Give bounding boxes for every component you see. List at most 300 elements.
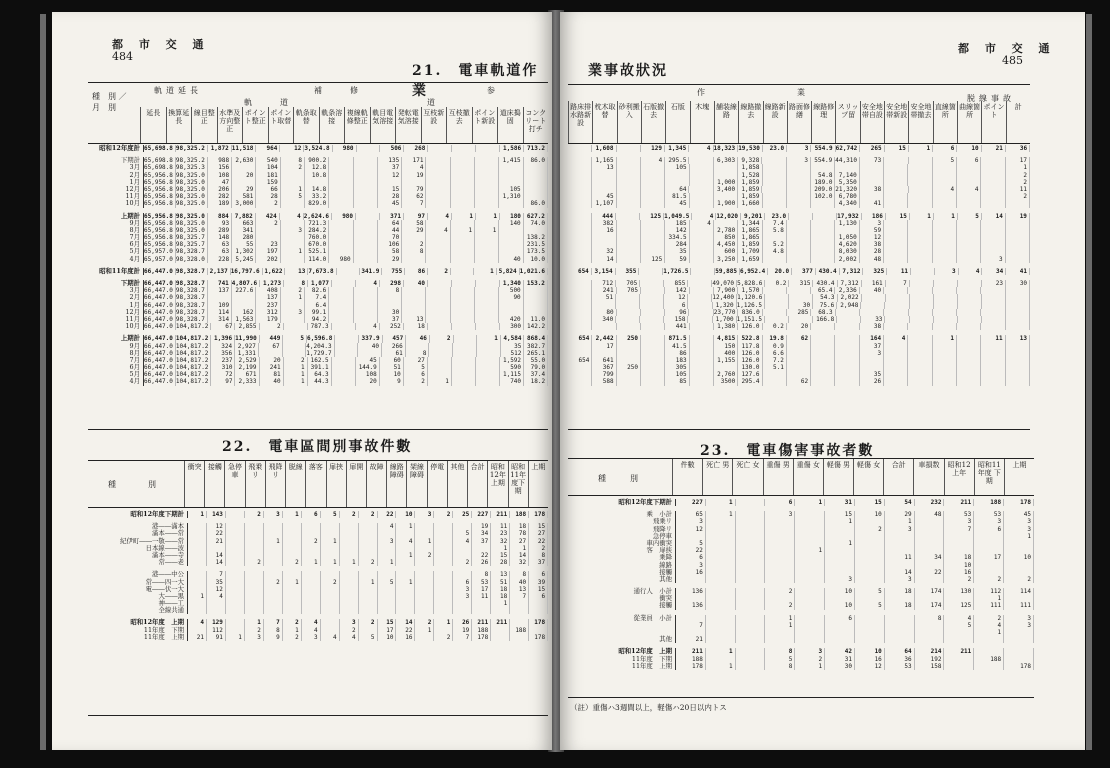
table-cell <box>510 634 529 641</box>
table-cell <box>884 172 908 179</box>
table-cell <box>714 220 738 227</box>
row-label: 通行人 小計 <box>568 588 676 595</box>
table-cell <box>426 316 450 323</box>
table-cell: 65,956.8 <box>144 241 176 248</box>
table-cell <box>641 378 665 385</box>
table-cell <box>1004 562 1034 569</box>
row-label: 日本線――波 <box>88 545 188 552</box>
table-cell <box>706 569 736 576</box>
table-cell <box>378 600 397 607</box>
table-cell <box>451 200 475 207</box>
column-header: 水準及方向整正 <box>217 107 243 143</box>
row-label: 9月 <box>88 220 144 227</box>
table-cell <box>302 545 321 552</box>
table-cell: 1 <box>476 213 500 220</box>
table-cell <box>207 607 226 614</box>
table-cell <box>568 256 592 263</box>
table-cell <box>453 552 472 559</box>
table-cell: 75.6 <box>813 302 837 309</box>
table-cell: 21 <box>207 538 226 545</box>
table-cell <box>714 172 738 179</box>
table-cell <box>245 579 264 586</box>
table-cell: 45 <box>665 200 689 207</box>
table-cell: 15 <box>529 586 548 593</box>
table-cell <box>354 234 378 241</box>
table-cell: 755 <box>382 268 405 275</box>
table-cell <box>434 523 453 530</box>
table-cell <box>453 545 472 552</box>
table-cell: 65,698.8 <box>144 157 176 164</box>
table-cell <box>908 371 932 378</box>
table-cell <box>934 294 958 301</box>
table-cell: 2 <box>765 588 795 595</box>
table-cell <box>835 335 859 342</box>
table-row <box>568 511 1034 518</box>
table-cell <box>825 533 855 540</box>
table-cell <box>1006 241 1030 248</box>
table-row <box>88 234 548 241</box>
table-cell <box>944 595 974 602</box>
table-cell: 1,120.6 <box>737 294 765 301</box>
table-cell <box>981 157 1005 164</box>
table-row <box>568 615 1034 622</box>
table-row <box>88 200 548 207</box>
row-label: 昭和12年度下期計 <box>568 499 676 506</box>
column-header: 脱線 <box>285 461 305 507</box>
table-cell <box>884 323 908 330</box>
table-cell: 12,020 <box>716 213 741 220</box>
band-road: 道 <box>427 98 439 107</box>
table-cell <box>568 287 592 294</box>
table-cell: 237 <box>256 302 280 309</box>
table-cell <box>689 309 713 316</box>
table-cell <box>428 364 452 371</box>
table-cell: 23.0 <box>765 213 789 220</box>
table-cell <box>451 287 475 294</box>
table-cell <box>499 164 523 171</box>
table-cell <box>1006 200 1030 207</box>
table-cell: 512 <box>501 350 525 357</box>
table-cell <box>795 602 825 609</box>
table-cell: 3 <box>245 634 264 641</box>
table-cell <box>706 615 736 622</box>
table-cell: 65,698.8 <box>144 145 176 152</box>
table-cell: 2 <box>974 576 1004 583</box>
table-cell <box>981 378 1005 385</box>
table-cell <box>245 607 264 614</box>
table-cell <box>402 256 426 263</box>
table-cell: 93 <box>208 220 232 227</box>
table-cell: 3 <box>453 586 472 593</box>
table-cell: 99.1 <box>305 309 329 316</box>
table-cell: 14 <box>885 569 915 576</box>
table-cell <box>974 636 1004 643</box>
table-cell <box>340 538 359 545</box>
table-cell: 241 <box>260 364 284 371</box>
table-cell <box>499 248 523 255</box>
table-cell: 581 <box>232 193 256 200</box>
table-cell: 1,709 <box>738 248 762 255</box>
table-cell: 35 <box>860 371 884 378</box>
table-cell <box>451 179 475 186</box>
table-cell <box>226 552 245 559</box>
table-cell <box>884 193 908 200</box>
table-cell: 36 <box>1006 145 1030 152</box>
column-header: 其他 <box>447 461 467 507</box>
row-label: 3月 <box>88 287 144 294</box>
table-cell <box>329 234 353 241</box>
table-cell <box>787 172 811 179</box>
table-cell: 4 <box>402 164 426 171</box>
table-cell: 2,022 <box>838 294 862 301</box>
table-cell <box>811 350 835 357</box>
table-cell <box>428 145 452 152</box>
table-cell: 4 <box>188 619 207 626</box>
table-cell: 4,584 <box>501 335 525 342</box>
table-cell: 1,126.5 <box>737 302 765 309</box>
table-row <box>88 586 548 593</box>
table-row <box>88 241 548 248</box>
table-cell <box>689 186 713 193</box>
table-cell: 65,956.8 <box>144 200 176 207</box>
table-cell: 2 <box>321 579 340 586</box>
table-cell <box>475 302 499 309</box>
table-cell <box>329 220 353 227</box>
table-cell: 5.1 <box>763 364 787 371</box>
table-cell: 209.0 <box>811 186 835 193</box>
table-cell: 44.3 <box>308 378 332 385</box>
table-cell <box>884 241 908 248</box>
table-cell: 8 <box>264 627 283 634</box>
table-cell <box>676 595 706 602</box>
table-cell <box>499 302 523 309</box>
column-header: 計 <box>1006 101 1030 143</box>
table-cell: 37.4 <box>524 371 548 378</box>
table-cell: 7,900 <box>714 287 738 294</box>
table-cell <box>885 316 909 323</box>
table-cell <box>354 316 378 323</box>
table-cell <box>510 607 529 614</box>
table-cell <box>690 256 714 263</box>
table-cell: 2,624.6 <box>304 213 332 220</box>
table-cell <box>1004 656 1034 663</box>
table-cell <box>909 157 933 164</box>
column-header: 上期 <box>1004 459 1034 495</box>
table-cell <box>188 559 207 566</box>
table-row <box>88 302 548 309</box>
table-cell <box>981 287 1005 294</box>
table-cell: 1 <box>1006 164 1030 171</box>
table-cell <box>321 619 340 626</box>
table-cell <box>302 571 321 578</box>
table-cell: 13 <box>592 164 616 171</box>
table-cell: 108 <box>208 172 232 179</box>
table-cell <box>434 545 453 552</box>
table-cell <box>787 164 811 171</box>
table-cell: 54.3 <box>813 294 837 301</box>
table-cell: 114.0 <box>305 256 329 263</box>
table-cell: 1 <box>706 663 736 670</box>
table-cell <box>226 530 245 537</box>
table23-body <box>568 499 1034 670</box>
table-cell <box>691 268 715 275</box>
table-cell: 58 <box>402 220 426 227</box>
table-cell <box>860 309 884 316</box>
table-cell: 66,447.0 <box>144 335 176 342</box>
table-cell <box>226 593 245 600</box>
table-cell: 16 <box>855 656 885 663</box>
table-cell <box>855 562 885 569</box>
table-cell: 54.8 <box>811 172 835 179</box>
table-cell <box>885 595 915 602</box>
table-cell: 98,328.7 <box>176 248 208 255</box>
table-cell: 9 <box>380 378 404 385</box>
table-cell: 65,956.8 <box>144 220 176 227</box>
table-cell: 28 <box>256 193 280 200</box>
table-cell: 19 <box>472 523 491 530</box>
table-cell <box>811 256 835 263</box>
table-cell <box>908 172 932 179</box>
table-cell: 252 <box>380 323 404 330</box>
column-header: 延長 <box>140 107 166 143</box>
table-cell <box>356 213 380 220</box>
table-cell: 19 <box>1006 213 1030 220</box>
table-cell <box>860 364 884 371</box>
table-cell <box>475 248 499 255</box>
table-cell: 3 <box>453 593 472 600</box>
table-cell <box>1006 309 1030 316</box>
table-cell <box>321 545 340 552</box>
column-header: 枕木取替 <box>592 101 616 143</box>
table-cell: 1 <box>706 499 736 506</box>
table-cell <box>415 586 434 593</box>
table-cell: 108 <box>356 371 380 378</box>
table-cell <box>226 545 245 552</box>
table-cell <box>453 607 472 614</box>
table-cell <box>617 241 641 248</box>
table-cell: 2 <box>1006 179 1030 186</box>
table-row <box>568 302 1030 309</box>
table-cell: 185 <box>665 220 689 227</box>
table-cell: 5 <box>404 364 428 371</box>
table-cell: 6 <box>825 615 855 622</box>
table-cell <box>795 562 825 569</box>
table-cell <box>499 179 523 186</box>
table-cell <box>885 547 915 554</box>
table-cell: 5.2 <box>763 241 787 248</box>
table-cell: 5 <box>944 622 974 629</box>
table-cell <box>329 241 353 248</box>
table-cell <box>981 364 1005 371</box>
table-cell <box>957 193 981 200</box>
table-cell <box>855 576 885 583</box>
table-cell <box>451 157 475 164</box>
column-header: 互枝新設 <box>421 107 447 143</box>
row-label: 6月 <box>88 364 144 371</box>
table-row <box>568 220 1030 227</box>
table-cell <box>475 164 499 171</box>
table-cell: 4 <box>944 615 974 622</box>
table-cell <box>736 576 766 583</box>
table-row <box>88 378 548 385</box>
table-cell <box>592 241 616 248</box>
table-corner: 種 別 <box>108 480 156 489</box>
table-cell: 102.0 <box>811 193 835 200</box>
table-cell: 65 <box>676 511 706 518</box>
table-cell: 4 <box>356 323 380 330</box>
table-cell <box>763 378 787 385</box>
table-cell <box>354 294 378 301</box>
table-cell: 58 <box>378 248 402 255</box>
table-cell <box>641 220 665 227</box>
table-cell: 15 <box>886 213 910 220</box>
table-cell: 64 <box>885 648 915 655</box>
table-cell: 3 <box>281 309 305 316</box>
table-cell <box>885 629 915 636</box>
table-cell: 1 <box>491 600 510 607</box>
table-cell <box>321 627 340 634</box>
table-cell: 80 <box>592 309 616 316</box>
table-cell: 136 <box>676 588 706 595</box>
table-cell: 855 <box>664 280 688 287</box>
table-cell: 29 <box>378 256 402 263</box>
table-cell: 67 <box>211 323 235 330</box>
table-cell: 171 <box>402 157 426 164</box>
table-cell <box>957 343 981 350</box>
table-cell <box>354 157 378 164</box>
table-cell <box>736 629 766 636</box>
table-cell <box>825 636 855 643</box>
table-cell: 5 <box>855 588 885 595</box>
table-cell: 4 <box>340 634 359 641</box>
table-cell <box>736 547 766 554</box>
row-label: 2月 <box>88 172 144 179</box>
table-cell: 8 <box>281 157 305 164</box>
table-cell <box>426 179 450 186</box>
table-cell: 5,828.6 <box>737 280 765 287</box>
running-head: 都 市 交 通 <box>112 38 210 51</box>
table-cell <box>452 145 476 152</box>
table-cell <box>378 179 402 186</box>
table-cell <box>981 172 1005 179</box>
table-cell: 232 <box>915 499 945 506</box>
table-cell: 8,030 <box>835 248 859 255</box>
column-header: 昭和11年度下期 <box>508 461 528 507</box>
column-header: 故障 <box>366 461 386 507</box>
row-label: 11月 <box>88 193 144 200</box>
table-cell: 66,447.0 <box>144 350 176 357</box>
column-header: 件數 <box>672 459 702 495</box>
table22 <box>88 460 548 716</box>
table-cell: 1,320 <box>713 302 737 309</box>
table-cell <box>855 554 885 561</box>
table-cell <box>476 371 500 378</box>
table-cell: 150 <box>714 343 738 350</box>
table-cell: 1 <box>933 335 957 342</box>
table-cell: 38 <box>860 241 884 248</box>
table-row <box>568 309 1030 316</box>
table-cell: 11 <box>885 554 915 561</box>
table-cell: 590 <box>500 364 524 371</box>
table-cell: 38 <box>860 186 884 193</box>
table-cell <box>568 294 592 301</box>
table-cell <box>524 193 548 200</box>
table-cell: 3 <box>981 256 1005 263</box>
row-label: 港――中公 <box>88 571 188 578</box>
table-cell: 2 <box>283 634 302 641</box>
row-label: 港――滿本 <box>88 523 188 530</box>
table-cell <box>933 309 957 316</box>
row-label: 電――伏一大 <box>88 586 188 593</box>
row-label: 紀伊町――一敬――常 <box>88 538 188 545</box>
table-cell <box>329 316 353 323</box>
table-cell: 6.6 <box>763 350 787 357</box>
table-cell <box>475 287 499 294</box>
table-cell: 1,859 <box>738 186 762 193</box>
table-cell <box>736 648 766 655</box>
table-cell: 7,312 <box>840 268 864 275</box>
table-cell: 22 <box>676 547 706 554</box>
table-cell: 104,817.2 <box>176 350 212 357</box>
table-cell: 1,528 <box>738 172 762 179</box>
table-cell: 5 <box>283 335 307 342</box>
table-cell <box>616 316 640 323</box>
table-cell <box>855 518 885 525</box>
table-cell <box>568 364 592 371</box>
table-cell: 12 <box>855 663 885 670</box>
table-cell: 44,310 <box>835 157 860 164</box>
table-cell <box>340 523 359 530</box>
table-cell: 980 <box>329 256 353 263</box>
table-cell <box>944 629 974 636</box>
table-cell <box>915 622 945 629</box>
table-cell <box>860 193 884 200</box>
table-cell: 48 <box>860 256 884 263</box>
table-cell <box>321 593 340 600</box>
table-cell: 6 <box>404 371 428 378</box>
table-row <box>568 663 1034 670</box>
table-cell: 5,245 <box>232 256 256 263</box>
table-cell: 663 <box>232 220 256 227</box>
table-cell <box>434 600 453 607</box>
table-cell: 1 <box>188 593 207 600</box>
row-label: 衝突 <box>568 595 676 602</box>
table-cell: 55.0 <box>524 357 548 364</box>
table-cell: 19 <box>402 172 426 179</box>
table-cell <box>226 586 245 593</box>
table-cell: 13 <box>491 571 510 578</box>
table-cell: 12 <box>280 145 304 152</box>
table-cell <box>396 530 415 537</box>
table-cell <box>933 193 957 200</box>
table-cell: 2 <box>359 619 378 626</box>
table-cell <box>706 518 736 525</box>
table-cell <box>302 579 321 586</box>
table-cell <box>885 302 909 309</box>
table-cell: 3500 <box>714 378 738 385</box>
table-cell: 420 <box>499 316 523 323</box>
table-cell: 457 <box>383 335 407 342</box>
table-cell <box>281 172 305 179</box>
table-cell <box>795 511 825 518</box>
table-cell <box>787 179 811 186</box>
table-cell <box>617 157 641 164</box>
table-cell: 836.0 <box>738 309 762 316</box>
table-cell: 6,780 <box>835 193 859 200</box>
table-cell: 554.9 <box>811 157 835 164</box>
table-cell <box>690 350 714 357</box>
table-cell <box>690 357 714 364</box>
